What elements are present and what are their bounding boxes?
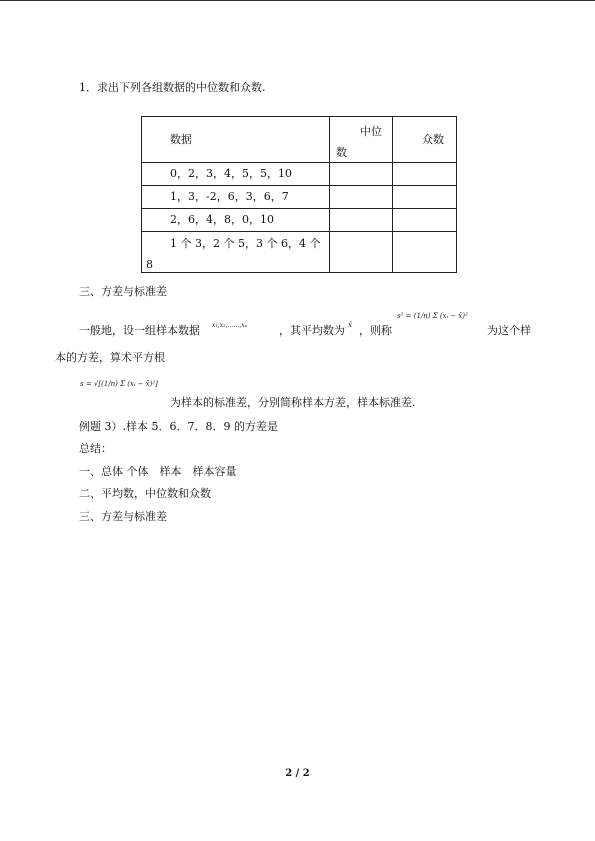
section-3-heading: 三、方差与标准差 (79, 285, 167, 298)
stddev-formula: s = √[(1/n) Σ (xᵢ − x̄)²] (80, 380, 158, 388)
summary-title: 总结： (79, 442, 112, 455)
header-mode: 众数 (393, 117, 457, 163)
para-3: 为样本的标准差，分别简称样本方差，样本标准差. (170, 396, 416, 409)
samples-formula: x₁,x₂,……,xₙ (212, 322, 248, 329)
summary-item-3: 三、方差与标准差 (79, 510, 167, 523)
para-1c: ，则称 (359, 324, 392, 337)
table-row (142, 163, 457, 186)
mean-formula: x̄ (348, 321, 352, 329)
para-1b: ，其平均数为 (279, 324, 345, 337)
page-top-border (0, 0, 595, 1)
question-1: 1．求出下列各组数据的中位数和众数. (79, 81, 266, 94)
table-cell-data: 0，2，3，4，5，5，10 (142, 163, 330, 186)
table-cell-data: 1，3，-2，6，3，6，7 (142, 186, 330, 209)
example-3: 例题 3）.样本 5．6．7．8．9 的方差是 (79, 420, 278, 433)
table-row (142, 232, 457, 273)
page-number: 2 / 2 (285, 768, 310, 779)
table-cell-median (330, 163, 393, 186)
header-data: 数据 (142, 117, 330, 163)
table-row (142, 209, 457, 232)
table-cell-data: 1 个 3，2 个 5，3 个 6，4 个 8 (142, 232, 330, 273)
table-row (142, 186, 457, 209)
data-table (141, 116, 457, 273)
table-cell-mode (393, 186, 457, 209)
summary-item-2: 二、平均数，中位数和众数 (79, 487, 211, 500)
variance-formula: s² = (1/n) Σ (xᵢ − x̄)² (397, 312, 468, 320)
para-2: 本的方差，算术平方根 (55, 351, 165, 364)
summary-item-1: 一、总体 个体 样本 样本容量 (79, 465, 237, 478)
header-median: 中位 数 (330, 117, 393, 163)
table-cell-median (330, 186, 393, 209)
table-cell-median (330, 232, 393, 273)
para-1d: 为这个样 (487, 324, 531, 337)
table-cell-mode (393, 209, 457, 232)
table-cell-mode (393, 232, 457, 273)
para-1a: 一般地，设一组样本数据 (79, 324, 200, 337)
table-cell-data: 2，6，4，8，0，10 (142, 209, 330, 232)
table-cell-mode (393, 163, 457, 186)
table-header-row (142, 117, 457, 163)
table-cell-median (330, 209, 393, 232)
